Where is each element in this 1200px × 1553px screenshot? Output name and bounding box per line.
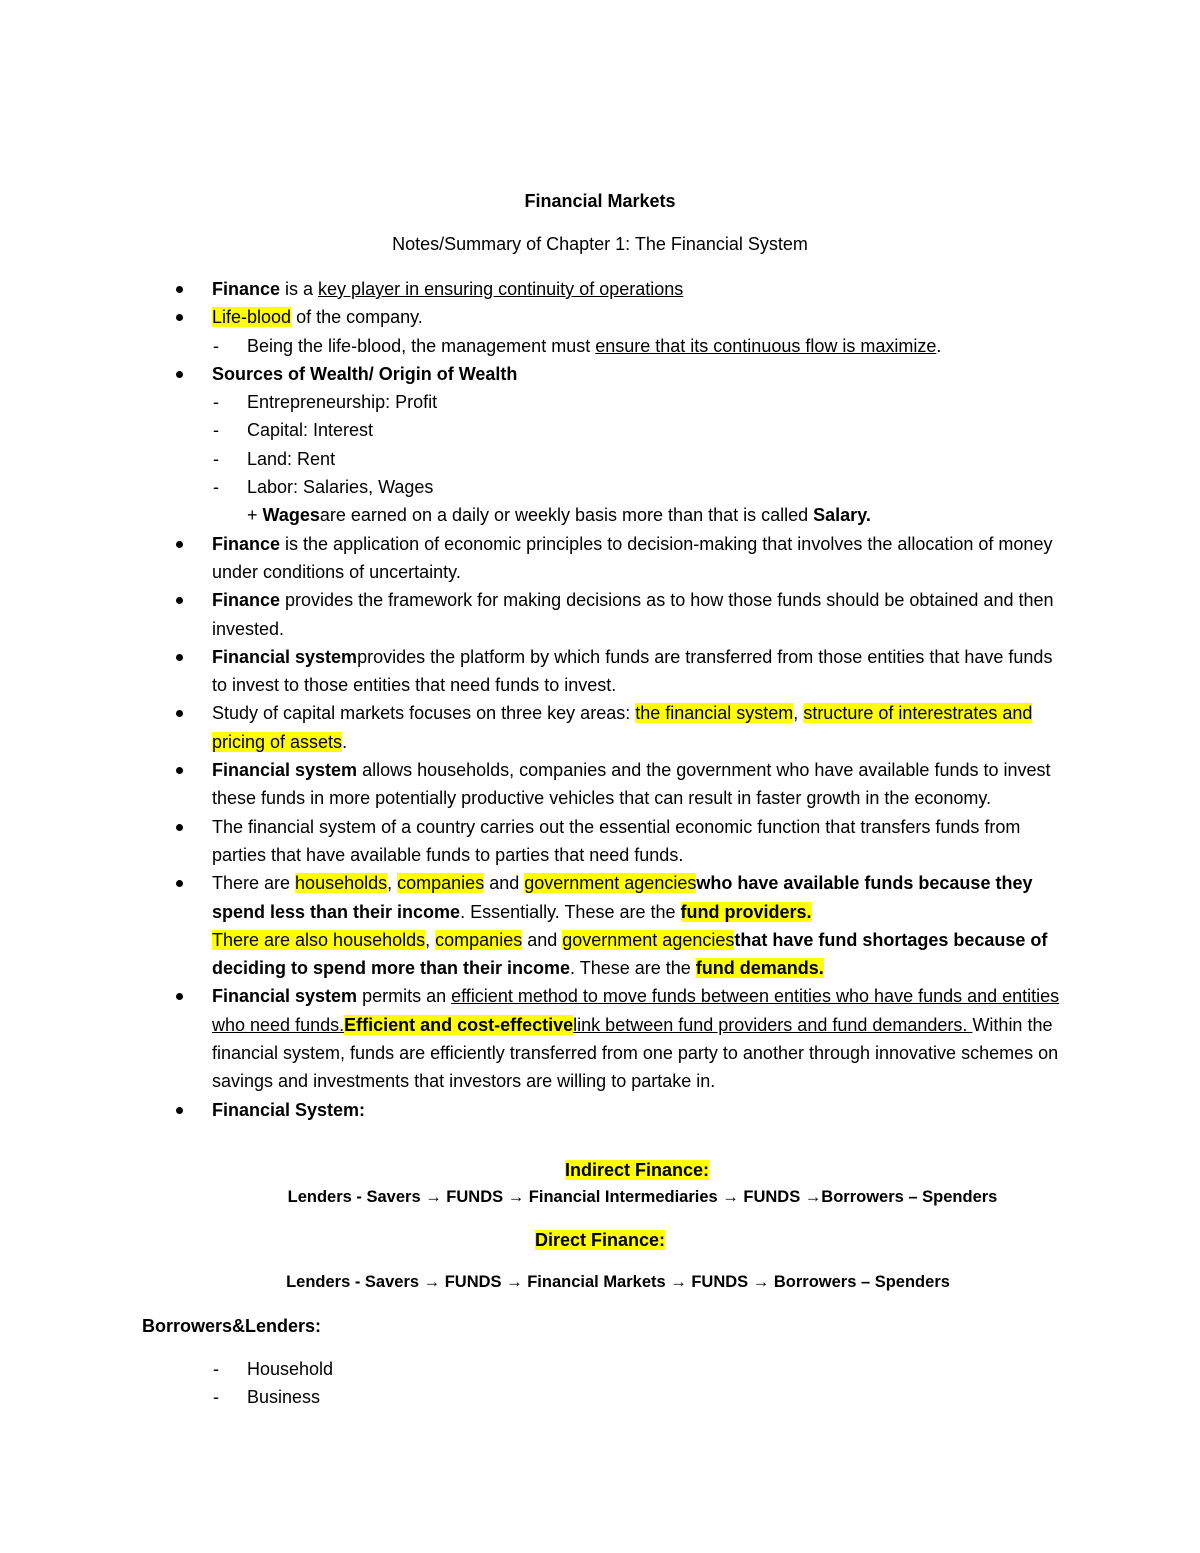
highlighted-text: government agencies xyxy=(524,873,697,894)
dash-marker: - xyxy=(213,335,219,356)
list-item: Study of capital markets focuses on three key areas: the financial system, structure of interestrates and pricing of assets. xyxy=(0,699,1072,756)
continuation-paragraph: There are also households, companies and government agenciesthat have fund shortages because of deciding to spend more than their income. These are the fund demands. xyxy=(212,929,1048,979)
borrowers-lenders-list xyxy=(0,1355,1200,1412)
bullet-icon xyxy=(176,371,183,378)
highlighted-text: Life-blood xyxy=(212,307,292,328)
list-item: There are households, companies and government agencieswho have available funds because they spend less than their income. Essentially. These are the fund providers. xyxy=(0,869,1072,926)
dash-marker: - xyxy=(213,392,219,413)
list-item: The financial system of a country carries out the essential economic function that transfers funds from parties that have available funds to parties that need funds. xyxy=(0,813,1072,870)
bullet-icon xyxy=(176,880,183,887)
highlighted-text: companies xyxy=(397,873,485,894)
notes-list xyxy=(0,275,1200,1124)
dash-marker: - xyxy=(213,477,219,498)
dash-marker: - xyxy=(213,1359,219,1379)
highlighted-text: households xyxy=(295,873,388,894)
sub-item: - Business xyxy=(0,1383,1200,1411)
bullet-icon xyxy=(176,541,183,548)
sub-item: - Land: Rent xyxy=(0,445,1200,473)
sub-item: - Capital: Interest xyxy=(0,416,1200,444)
list-item: Sources of Wealth/ Origin of Wealth xyxy=(0,360,1072,388)
dash-marker: - xyxy=(213,420,219,441)
bullet-icon xyxy=(176,314,183,321)
highlighted-text: There are also households xyxy=(212,929,426,950)
document-subtitle: Notes/Summary of Chapter 1: The Financial System xyxy=(392,234,808,254)
highlighted-text: companies xyxy=(435,929,523,950)
list-item: Finance provides the framework for making decisions as to how those funds should be obtained and then invested. xyxy=(0,586,1072,643)
highlighted-text: Efficient and cost-effective xyxy=(344,1014,574,1035)
list-item: Financial system allows households, companies and the government who have available funds to invest these funds in more potentially productive vehicles that can result in faster growth in the economy. xyxy=(0,756,1072,813)
sub-item: - Entrepreneurship: Profit xyxy=(0,388,1200,416)
highlighted-text: government agencies xyxy=(562,929,735,950)
list-item: Finance is the application of economic principles to decision-making that involves the allocation of money under conditions of uncertainty. xyxy=(0,530,1072,587)
dash-marker: - xyxy=(213,448,219,469)
bullet-icon xyxy=(176,824,183,831)
list-item: Financial systemprovides the platform by which funds are transferred from those entities that have funds to invest to those entities that need funds to invest. xyxy=(0,643,1072,700)
bullet-icon xyxy=(176,654,183,661)
list-item: Financial system permits an efficient method to move funds between entities who have funds and entities who need funds.Efficient and cost-effectivelink between fund providers and fund demanders. Within the financial system, funds are efficiently transferred from one party to another through innovative schemes on savings and investments that investors are willing to partake in. xyxy=(0,982,1072,1095)
list-item: Financial System: xyxy=(0,1096,1072,1124)
bullet-icon xyxy=(176,597,183,604)
list-item: Finance is a key player in ensuring continuity of operations xyxy=(0,275,1072,303)
highlighted-text: the financial system xyxy=(635,703,794,724)
direct-finance-flow: Lenders - Savers → FUNDS → Financial Markets → FUNDS → Borrowers – Spenders xyxy=(286,1273,950,1291)
bullet-icon xyxy=(176,1107,183,1114)
sub-item: - Household xyxy=(0,1355,1200,1383)
direct-finance-heading: Direct Finance: xyxy=(534,1230,666,1250)
list-item: Life-blood of the company. xyxy=(0,303,1072,331)
borrowers-lenders-heading: Borrowers&Lenders: xyxy=(142,1316,322,1336)
document-title: Financial Markets xyxy=(524,191,676,211)
highlighted-text: fund demands. xyxy=(695,958,824,979)
indirect-finance-heading: Indirect Finance: xyxy=(565,1160,710,1180)
bullet-icon xyxy=(176,993,183,1000)
dash-marker: - xyxy=(213,1387,219,1408)
indirect-finance-flow: Lenders - Savers → FUNDS → Financial Intermediaries → FUNDS →Borrowers – Spenders xyxy=(287,1188,998,1206)
bullet-icon xyxy=(176,767,183,774)
note-line: + Wagesare earned on a daily or weekly basis more than that is called Salary. xyxy=(247,505,871,526)
sub-item: - Labor: Salaries, Wages xyxy=(0,473,1200,501)
sub-item: - Being the life-blood, the management must ensure that its continuous flow is maximize. xyxy=(0,332,1200,360)
highlighted-text: structure of interestrates and pricing of assets xyxy=(212,703,1033,752)
bullet-icon xyxy=(176,710,183,717)
highlighted-text: fund providers. xyxy=(680,901,812,922)
bullet-icon xyxy=(176,286,183,293)
